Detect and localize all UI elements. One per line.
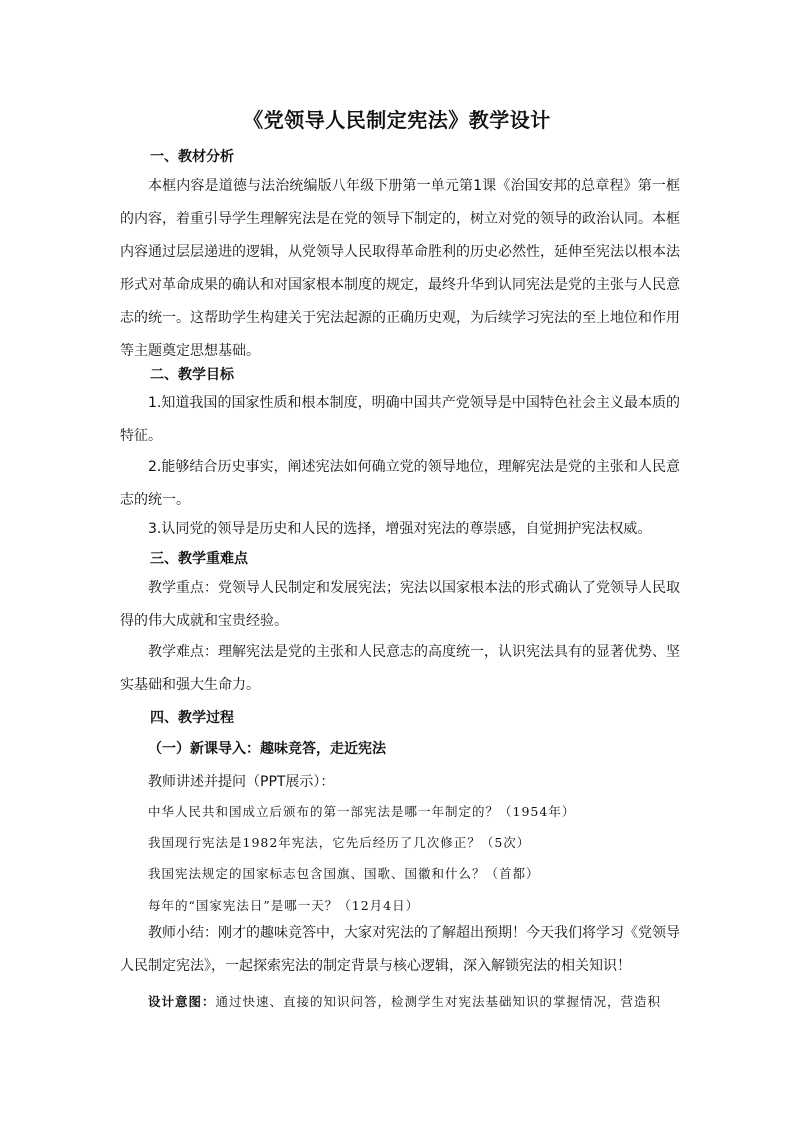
quiz-question-3: 我国宪法规定的国家标志包含国旗、国歌、国徽和什么？（首都）	[148, 866, 540, 881]
material-analysis-paragraph: 本框内容是道德与法治统编版八年级下册第一单元第1课《治国安邦的总章程》第一框的内容，着重引导学生理解宪法是在党的领导下制定的，树立对党的领导的政治认同。本框内容通过层层递进的逻辑，从党领导人民取得革命胜利的历史必然性，延伸至宪法以根本法形式对革命成果的确认和对国家根本制度的规定，最终升华到认同宪法是党的主张与人民意志的统一。这帮助学生构建关于宪法起源的正确历史观，为后续学习宪法的至上地位和作用等主题奠定思想基础。	[120, 178, 680, 359]
quiz-question-1: 中华人民共和国成立后颁布的第一部宪法是哪一年制定的？（1954年）	[148, 804, 576, 819]
teaching-goal-2: 2.能够结合历史事实，阐述宪法如何确立党的领导地位，理解宪法是党的主张和人民意志的统一。	[120, 459, 680, 508]
design-intent-label: 设计意图：	[148, 994, 216, 1009]
section-heading-teaching-goals: 二、教学目标	[150, 367, 234, 383]
teaching-key-point: 教学重点：党领导人民制定和发展宪法；宪法以国家根本法的形式确认了党领导人民取得的伟大成就和宝贵经验。	[120, 580, 680, 629]
teaching-difficulty: 教学难点：理解宪法是党的主张和人民意志的高度统一，认识宪法具有的显著优势、坚实基础和强大生命力。	[120, 644, 680, 693]
section-heading-key-difficult-points: 三、教学重难点	[150, 551, 248, 567]
document-title: 《党领导人民制定宪法》教学设计	[243, 108, 551, 132]
design-intent-text: 通过快速、直接的知识问答，检测学生对宪法基础知识的掌握情况，营造积	[215, 994, 662, 1009]
quiz-question-4: 每年的“国家宪法日”是哪一天？（12月4日）	[148, 898, 420, 913]
section-heading-teaching-process: 四、教学过程	[150, 710, 234, 726]
teaching-goal-1: 1.知道我国的国家性质和根本制度，明确中国共产党领导是中国特色社会主义最本质的特征。	[120, 395, 680, 444]
teacher-intro-line: 教师讲述并提问（PPT展示）：	[148, 774, 335, 790]
design-intent	[148, 992, 661, 1010]
teacher-summary: 教师小结：刚才的趣味竞答中，大家对宪法的了解超出预期！今天我们将学习《党领导人民制定宪法》，一起探索宪法的制定背景与核心逻辑，深入解锁宪法的相关知识！	[120, 925, 680, 974]
quiz-question-2: 我国现行宪法是1982年宪法，它先后经历了几次修正？（5次）	[148, 835, 531, 850]
teaching-goal-3: 3.认同党的领导是历史和人民的选择，增强对宪法的尊崇感，自觉拥护宪法权威。	[148, 521, 652, 537]
section-heading-material-analysis: 一、教材分析	[150, 149, 234, 165]
subsection-heading-lead-in: （一）新课导入：趣味竞答，走近宪法	[148, 741, 386, 757]
